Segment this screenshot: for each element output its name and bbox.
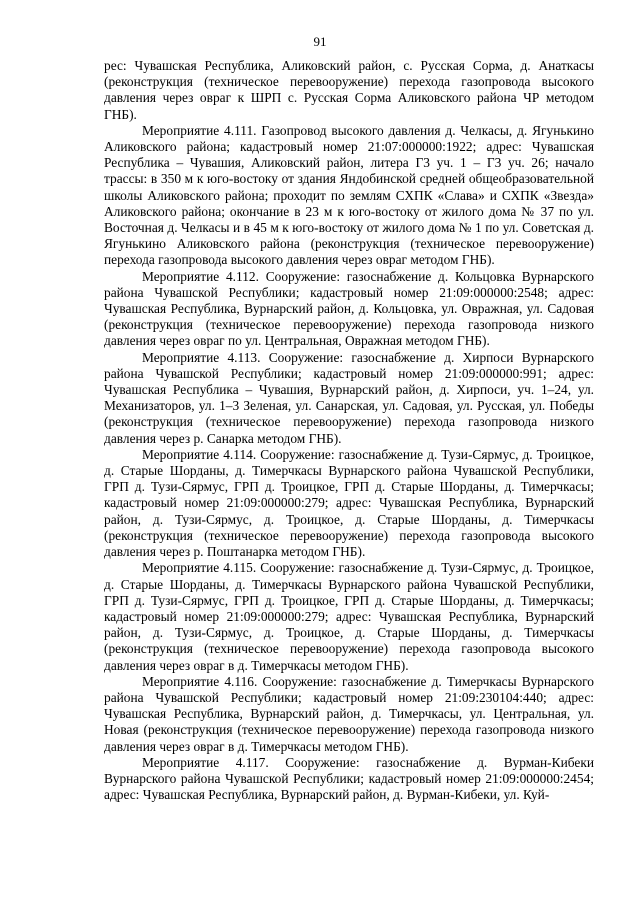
document-body xyxy=(104,58,594,803)
paragraph-measure-4-117: Мероприятие 4.117. Сооружение: газоснабжение д. Вурман-Кибеки Вурнарского района Чувашской Республики; кадастровый номер 21:09:000000:2454; адрес: Чувашская Республика, Вурнарский район, д. Вурман-Кибеки, ул. Куй- xyxy=(104,754,594,803)
page-number: 91 xyxy=(313,34,327,49)
paragraph-measure-4-114: Мероприятие 4.114. Сооружение: газоснабжение д. Тузи-Сярмус, д. Троицкое, д. Старые Шорданы, д. Тимерчкасы Вурнарского района Чувашской Республики, ГРП д. Тузи-Сярмус, ГРП д. Троицкое, ГРП д. Старые Шорданы, д. Тимерчкасы; кадастровый номер 21:09:000000:279; адрес: Чувашская Республика, Вурнарский район, д. Тузи-Сярмус, д. Троицкое, д. Старые Шорданы, д. Тимерчкасы (реконструкция (техническое перевооружение) перехода газопровода высокого давления через р. Поштанарка методом ГНБ). xyxy=(104,446,594,560)
paragraph-measure-4-111: Мероприятие 4.111. Газопровод высокого давления д. Челкасы, д. Ягунькино Аликовского района; кадастровый номер 21:07:000000:1922; адрес: Чувашская Республика – Чувашия, Аликовский район, литера Г3 уч. 1 – Г3 уч. 26; начало трассы: в 350 м к юго-востоку от здания Яндобинской средней общеобразовательной школы Аликовского района; проходит по землям СХПК «Слава» и СХПК «Звезда» Аликовского района; окончание в 23 м к юго-востоку от жилого дома № 37 по ул. Восточная д. Челкасы и в 45 м к юго-востоку от жилого дома № 1 по ул. Советская д. Ягунькино Аликовского района (реконструкция (техническое перевооружение) перехода газопровода высокого давления через овраг методом ГНБ). xyxy=(104,122,594,268)
paragraph-continuation: рес: Чувашская Республика, Аликовский район, с. Русская Сорма, д. Анаткасы (реконструкция (техническое перевооружение) перехода газопровода высокого давления через овраг к ШРП с. Русская Сорма Аликовского района ЧР методом ГНБ). xyxy=(104,58,594,122)
paragraph-measure-4-113: Мероприятие 4.113. Сооружение: газоснабжение д. Хирпоси Вурнарского района Чувашской Республики; кадастровый номер 21:09:000000:991; адрес: Чувашская Республика – Чувашия, Вурнарский район, д. Хирпоси, уч. 1–24, ул. Механизаторов, ул. 1–3 Зеленая, ул. Санарская, ул. Садовая, ул. Русская, ул. Победы (реконструкция (техническое перевооружение) перехода газопровода низкого давления через р. Санарка методом ГНБ). xyxy=(104,349,594,446)
paragraph-measure-4-115: Мероприятие 4.115. Сооружение: газоснабжение д. Тузи-Сярмус, д. Троицкое, д. Старые Шорданы, д. Тимерчкасы Вурнарского района Чувашской Республики, ГРП д. Тузи-Сярмус, ГРП д. Троицкое, ГРП д. Старые Шорданы, д. Тимерчкасы; кадастровый номер 21:09:000000:279; адрес: Чувашская Республика, Вурнарский район, д. Тузи-Сярмус, д. Троицкое, д. Старые Шорданы, д. Тимерчкасы (реконструкция (техническое перевооружение) перехода газопровода высокого давления через овраг в д. Тимерчкасы методом ГНБ). xyxy=(104,560,594,673)
paragraph-measure-4-112: Мероприятие 4.112. Сооружение: газоснабжение д. Кольцовка Вурнарского района Чувашской Республики; кадастровый номер 21:09:000000:2548; адрес: Чувашская Республика, Вурнарский район, д. Кольцовка, ул. Овражная, ул. Садовая (реконструкция (техническое перевооружение) перехода газопровода низкого давления через овраг по ул. Центральная, Овражная методом ГНБ). xyxy=(104,268,594,349)
paragraph-measure-4-116: Мероприятие 4.116. Сооружение: газоснабжение д. Тимерчкасы Вурнарского района Чувашской Республики; кадастровый номер 21:09:230104:440; адрес: Чувашская Республика, Вурнарский район, д. Тимерчкасы, ул. Центральная, ул. Новая (реконструкция (техническое перевооружение) перехода газопровода низкого давления через овраг в д. Тимерчкасы методом ГНБ). xyxy=(104,673,594,754)
